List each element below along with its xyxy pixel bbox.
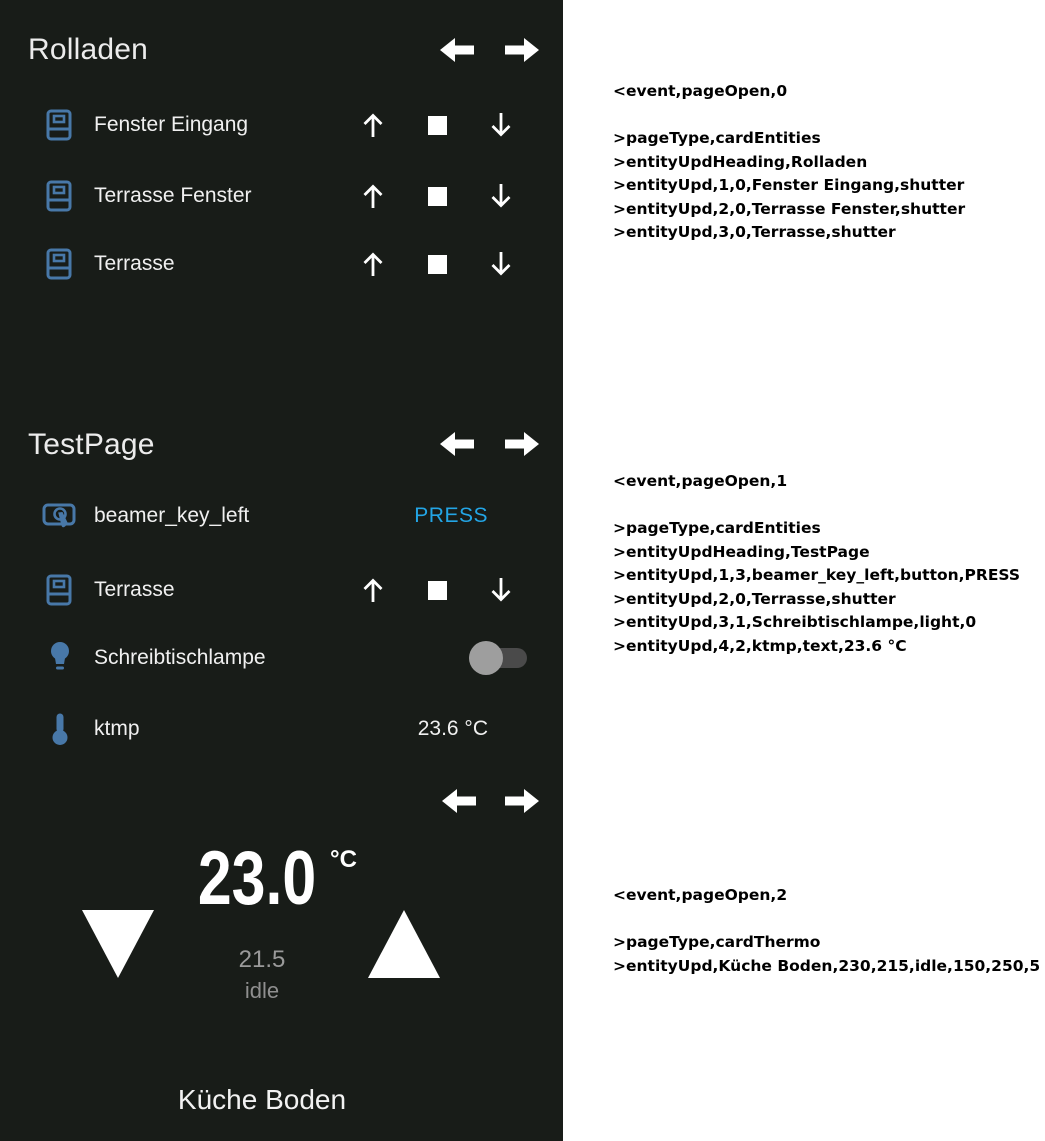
- entity-label: ktmp: [94, 717, 140, 740]
- light-toggle-switch[interactable]: [469, 641, 527, 675]
- blank-line: [613, 104, 965, 128]
- shutter-up-button[interactable]: [358, 111, 388, 139]
- shutter-icon: [46, 180, 72, 212]
- page-title: Rolladen: [28, 33, 149, 66]
- thermostat-name: Küche Boden: [177, 1084, 347, 1115]
- arrow-left-icon: [440, 430, 474, 458]
- protocol-line: >pageType,cardThermo: [613, 933, 821, 951]
- entity-label: Fenster Eingang: [94, 113, 249, 136]
- nav-prev-button[interactable]: [440, 430, 474, 458]
- protocol-line: >pageType,cardEntities: [613, 129, 821, 147]
- blank-line: [613, 908, 1040, 932]
- protocol-line: >entityUpdHeading,Rolladen: [613, 152, 868, 171]
- protocol-line: >entityUpdHeading,TestPage: [613, 542, 870, 561]
- protocol-line: >entityUpd,4,2,ktmp,text,23.6 °C: [613, 636, 907, 655]
- target-temperature: 21.5: [238, 946, 286, 973]
- page-title: TestPage: [28, 428, 155, 461]
- arrow-down-icon: [486, 182, 516, 210]
- arrow-down-icon: [486, 250, 516, 278]
- entity-row-terrasse: [0, 239, 563, 289]
- nav-next-button[interactable]: [505, 787, 539, 815]
- entity-label: Schreibtischlampe: [94, 646, 266, 669]
- shutter-up-button[interactable]: [358, 182, 388, 210]
- entity-row-schreibtischlampe: [0, 633, 563, 683]
- protocol-event-line: <event,pageOpen,0: [613, 82, 788, 100]
- arrow-down-icon: [486, 576, 516, 604]
- shutter-icon: [46, 574, 72, 606]
- arrow-down-icon: [486, 111, 516, 139]
- shutter-down-button[interactable]: [486, 576, 516, 604]
- protocol-line: >entityUpd,3,1,Schreibtischlampe,light,0: [613, 613, 977, 631]
- shutter-stop-button[interactable]: [428, 116, 447, 135]
- protocol-block-page1: [613, 470, 1020, 658]
- shutter-stop-button[interactable]: [428, 581, 447, 600]
- arrow-left-icon: [440, 36, 474, 64]
- shutter-up-button[interactable]: [358, 250, 388, 278]
- temperature-unit: °C: [330, 846, 357, 873]
- entity-label: Terrasse: [94, 578, 175, 601]
- arrow-up-icon: [358, 576, 388, 604]
- protocol-line: >entityUpd,2,0,Terrasse Fenster,shutter: [613, 199, 966, 218]
- arrow-up-icon: [358, 250, 388, 278]
- shutter-stop-button[interactable]: [428, 187, 447, 206]
- nav-prev-button[interactable]: [442, 787, 476, 815]
- protocol-block-page0: [613, 80, 965, 245]
- shutter-down-button[interactable]: [486, 182, 516, 210]
- entity-row-terrasse: [0, 565, 563, 615]
- entity-row-ktmp: [0, 704, 563, 754]
- protocol-event-line: <event,pageOpen,1: [613, 472, 788, 490]
- blank-line: [613, 494, 1020, 518]
- toggle-knob: [469, 641, 503, 675]
- shutter-icon: [46, 248, 72, 280]
- entity-row-beamer-key-left: [0, 491, 563, 541]
- gesture-tap-button-icon: [42, 502, 78, 530]
- protocol-line: >entityUpd,1,0,Fenster Eingang,shutter: [613, 176, 965, 194]
- entity-row-fenster-eingang: [0, 100, 563, 150]
- protocol-line: >entityUpd,3,0,Terrasse,shutter: [613, 223, 896, 241]
- nav-next-button[interactable]: [505, 430, 539, 458]
- protocol-line: >entityUpd,2,0,Terrasse,shutter: [613, 589, 896, 608]
- protocol-line: >entityUpd,Küche Boden,230,215,idle,150,250,5: [613, 956, 1041, 975]
- shutter-icon: [46, 109, 72, 141]
- protocol-line: >entityUpd,1,3,beamer_key_left,button,PRESS: [613, 566, 1021, 584]
- protocol-line: >pageType,cardEntities: [613, 519, 821, 537]
- press-button[interactable]: PRESS: [414, 504, 488, 527]
- arrow-up-icon: [358, 111, 388, 139]
- nav-prev-button[interactable]: [440, 36, 474, 64]
- shutter-down-button[interactable]: [486, 111, 516, 139]
- shutter-down-button[interactable]: [486, 250, 516, 278]
- entity-label: beamer_key_left: [94, 504, 250, 527]
- protocol-block-page2: [613, 884, 1040, 978]
- arrow-right-icon: [505, 36, 539, 64]
- arrow-left-icon: [442, 787, 476, 815]
- arrow-right-icon: [505, 787, 539, 815]
- arrow-right-icon: [505, 430, 539, 458]
- current-temperature: 23.0: [197, 836, 317, 921]
- lightbulb-icon: [48, 641, 72, 671]
- protocol-event-line: <event,pageOpen,2: [613, 886, 788, 904]
- entity-row-terrasse-fenster: [0, 171, 563, 221]
- arrow-up-icon: [358, 182, 388, 210]
- sensor-value: 23.6 °C: [417, 717, 488, 740]
- shutter-stop-button[interactable]: [428, 255, 447, 274]
- entity-label: Terrasse: [94, 252, 175, 275]
- nav-next-button[interactable]: [505, 36, 539, 64]
- thermometer-icon: [50, 712, 70, 746]
- hvac-state: idle: [244, 978, 280, 1003]
- entity-label: Terrasse Fenster: [94, 184, 252, 207]
- shutter-up-button[interactable]: [358, 576, 388, 604]
